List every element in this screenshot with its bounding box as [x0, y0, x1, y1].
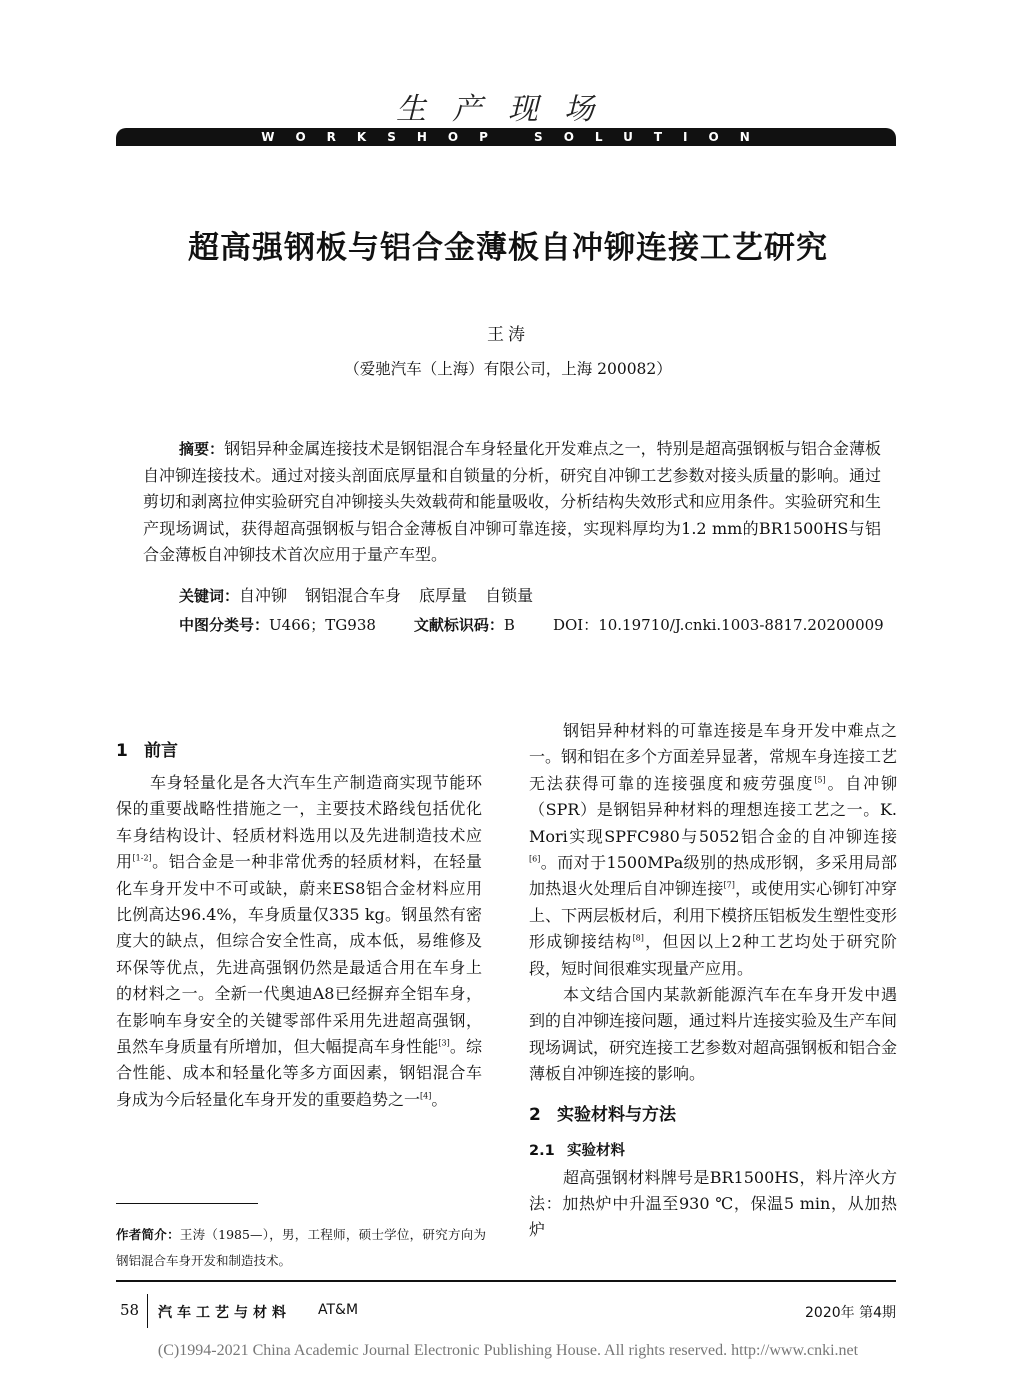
- text-run: 。铝合金是一种非常优秀的轻质材料，在轻量化车身开发中不可或缺，蔚来ES8铝合金材料应用比例高达96.4%，车身质量仅335 kg。钢虽然有密度大的缺点，但综合安全性高，成本低，易维修及环保等优点，先进高强钢仍然是最适合用在车身上的材料之一。全新一代奥迪A8已经摒弃全铝车身，在影响车身安全的关键零部件采用先进超高强钢，虽然车身质量有所增加，但大幅提高车身性能: [116, 852, 482, 1057]
- keyword: 钢铝混合车身: [305, 586, 402, 605]
- journal-name: 汽车工艺与材料: [158, 1305, 291, 1321]
- section-1-heading: [116, 736, 178, 761]
- abstract-label: 摘要：: [179, 440, 225, 458]
- issue-info: 2020年 第4期: [805, 1305, 896, 1321]
- author-affiliation: （爱驰汽车（上海）有限公司，上海 200082）: [344, 360, 672, 378]
- journal-abbreviation: AT&M: [318, 1302, 359, 1318]
- abstract-text: 钢铝异种金属连接技术是钢铝混合车身轻量化开发难点之一，特别是超高强钢板与铝合金薄板自冲铆连接技术。通过对接头剖面底厚量和自锁量的分析，研究自冲铆工艺参数对接头质量的影响。通过剪切和剥离拉伸实验研究自冲铆接头失效载荷和能量吸收，分析结构失效形式和应用条件。实验研究和生产现场调试，获得超高强钢板与铝合金薄板自冲铆可靠连接，实现料厚均为1.2 mm的BR1500HS与铝合金薄板自冲铆技术首次应用于量产车型。: [143, 439, 881, 564]
- citation: [6]: [529, 854, 541, 864]
- document-code: B: [503, 616, 515, 634]
- footnote-divider: [116, 1203, 258, 1204]
- author-name: 王涛: [487, 325, 529, 345]
- subsection-title: 实验材料: [567, 1143, 625, 1160]
- citation: [7]: [723, 881, 735, 891]
- copyright-notice: (C)1994-2021 China Academic Journal Electronic Publishing House. All rights reserved. http://www.cnki.net: [157, 1342, 859, 1359]
- paragraph: 超高强钢材料牌号是BR1500HS，料片淬火方法：加热炉中升温至930 ℃，保温5 min，从加热炉: [529, 1167, 897, 1240]
- clc-number: U466；TG938: [269, 616, 376, 634]
- classification-line: [179, 614, 884, 635]
- citation: [1-2]: [132, 853, 152, 863]
- citation: [8]: [632, 933, 644, 943]
- doi: 10.19710/J.cnki.1003-8817.20200009: [598, 616, 884, 634]
- author-footnote: [116, 1222, 486, 1274]
- section-number: 1: [116, 741, 128, 761]
- doi-label: DOI：: [552, 616, 599, 634]
- keyword: 自冲铆: [239, 586, 288, 605]
- text-run: ，但因以上2种工艺均处于研究阶段，短时间很难实现量产应用。: [529, 932, 897, 978]
- text-run: 。: [431, 1089, 448, 1109]
- footnote-label: 作者简介：: [116, 1227, 180, 1242]
- footer-separator: [147, 1294, 148, 1328]
- clc-label: 中图分类号：: [179, 616, 270, 634]
- running-section-title: 生产现场: [396, 92, 620, 127]
- left-column: [116, 770, 482, 1113]
- citation: [4]: [420, 1091, 432, 1101]
- footer-divider: [116, 1280, 896, 1282]
- keyword: 底厚量: [419, 586, 468, 605]
- abstract: [143, 436, 881, 569]
- paragraph: 本文结合国内某款新能源汽车在车身开发中遇到的自冲铆连接问题，通过料片连接实验及生产车间现场调试，研究连接工艺参数对超高强钢板和铝合金薄板自冲铆连接的影响。: [529, 985, 898, 1084]
- subsection-number: 2.1: [529, 1143, 555, 1160]
- footnote-text: 王涛（1985—），男，工程师，硕士学位，研究方向为钢铝混合车身开发和制造技术。: [116, 1227, 486, 1268]
- article-title: 超高强钢板与铝合金薄板自冲铆连接工艺研究: [188, 230, 828, 266]
- citation: [5]: [814, 775, 826, 785]
- section-number: 2: [529, 1104, 541, 1125]
- keywords: [179, 583, 551, 606]
- section-2-heading: [529, 1102, 897, 1128]
- document-code-label: 文献标识码：: [413, 616, 504, 634]
- keywords-label: 关键词：: [179, 587, 240, 605]
- text-run: 车身轻量化是各大汽车生产制造商实现节能环保的重要战略性措施之一，主要技术路线包括优化车身结构设计、轻质材料选用以及先进制造技术应用: [116, 773, 482, 872]
- citation: [3]: [438, 1038, 450, 1048]
- text-run: 。而对于1500MPa级别的热成形钢，多采用局部加热退火处理后自冲铆连接: [529, 853, 897, 899]
- subsection-2-1-heading: [529, 1138, 897, 1164]
- section-title: 实验材料与方法: [557, 1104, 676, 1125]
- section-title: 前言: [144, 741, 178, 761]
- keyword: 自锁量: [485, 586, 534, 605]
- section-band-text: WORKSHOP SOLUTION: [261, 130, 771, 144]
- page-number: 58: [120, 1301, 140, 1319]
- section-band: [116, 128, 896, 146]
- paragraph: [116, 770, 482, 1113]
- text-run: 。自冲铆（SPR）是钢铝异种材料的理想连接工艺之一。K. Mori实现SPFC980与5052铝合金的自冲铆连接: [529, 773, 897, 846]
- text-run: 。综合性能、成本和轻量化等多方面因素，钢铝混合车身成为今后轻量化车身开发的重要趋势之一: [116, 1037, 482, 1109]
- paragraph: [529, 718, 897, 982]
- text-run: 钢铝异种材料的可靠连接是车身开发中难点之一。钢和铝在多个方面差异显著，常规车身连接工艺无法获得可靠的连接强度和疲劳强度: [529, 721, 898, 793]
- text-run: ，或使用实心铆钉冲穿上、下两层板材后，利用下模挤压铝板发生塑性变形形成铆接结构: [529, 879, 898, 952]
- right-column: [529, 718, 897, 1244]
